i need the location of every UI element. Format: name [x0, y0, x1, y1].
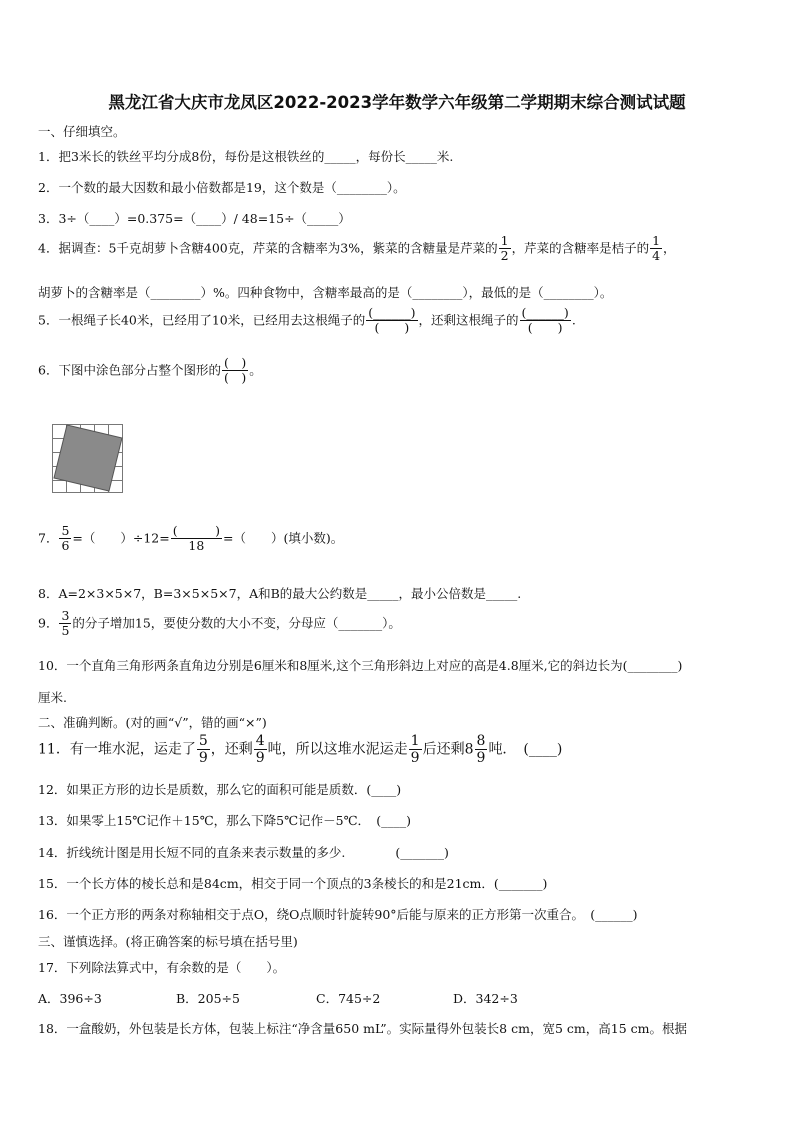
question-4-text-a: 4．据调查：5千克胡萝卜含糖400克，芹菜的含糖率为3%，紫菜的含糖量是芹菜的: [38, 240, 498, 256]
question-17: 17．下列除法算式中，有余数的是（ ）。: [38, 960, 286, 975]
question-14: 14．折线统计图是用长短不同的直条来表示数量的多少. (_______): [38, 845, 449, 860]
question-4-text-b: ，芹菜的含糖率是桔子的: [511, 240, 650, 256]
question-15: 15．一个长方体的棱长总和是84cm，相交于同一个顶点的3条棱长的和是21cm．(_______): [38, 876, 548, 891]
fraction-one-ninth: $\frac{1}{9}$: [410, 733, 420, 767]
fraction-blank-over-18: $\frac{( )}{18}$: [172, 523, 220, 554]
answer-fraction-left: $\frac{(\_\_\_\_\_\_)}{( )}$: [521, 305, 569, 336]
fraction-five-ninths: $\frac{5}{9}$: [198, 733, 208, 767]
page-title: 黑龙江省大庆市龙凤区2022-2023学年数学六年级第二学期期末综合测试试题: [108, 93, 686, 112]
option-c: C．745÷2: [316, 991, 381, 1006]
shaded-square-grid-figure: [52, 424, 124, 494]
question-3: 3．3÷（____）=0.375=（____）/ 48=15÷（_____）: [38, 211, 351, 226]
option-d: D．342÷3: [453, 991, 518, 1006]
question-16: 16．一个正方形的两条对称轴相交于点O，绕O点顺时针旋转90°后能与原来的正方形第一次重合。 (______): [38, 907, 638, 922]
fraction-one-quarter: $\frac{1}{4}$: [652, 233, 661, 264]
question-4: 4．据调查：5千克胡萝卜含糖400克，芹菜的含糖率为3%，紫菜的含糖量是芹菜的 $\frac{1}{2}$ ，芹菜的含糖率是桔子的 $\frac{1}{4}$ ，: [38, 233, 676, 264]
question-4-line-2: 胡萝卜的含糖率是（________）%。四种食物中，含糖率最高的是（________），最低的是（________）。: [38, 285, 613, 300]
question-12: 12．如果正方形的边长是质数，那么它的面积可能是质数．(____): [38, 782, 402, 797]
fraction-five-sixths: $\frac{5}{6}$: [61, 523, 70, 554]
question-10: 10．一个直角三角形两条直角边分别是6厘米和8厘米,这个三角形斜边上对应的高是4.8厘米,它的斜边长为(________): [38, 658, 683, 673]
shaded-square: [54, 425, 122, 491]
question-8: 8．A=2×3×5×7，B=3×5×5×7，A和B的最大公约数是_____，最小公倍数是_____.: [38, 586, 522, 601]
section-1-heading: 一、仔细填空。: [38, 124, 126, 139]
answer-fraction-shaded: $\frac{( )}{( )}$: [223, 355, 247, 386]
question-2: 2．一个数的最大因数和最小倍数都是19，这个数是（________）。: [38, 180, 406, 195]
fraction-one-half: $\frac{1}{2}$: [500, 233, 509, 264]
question-7: 7． $\frac{5}{6}$ =（ ）÷12= $\frac{( )}{18}$ =（ ）(填小数)。: [38, 523, 344, 554]
answer-fraction-used: $\frac{(\_\_\_\_\_\_)}{( )}$: [368, 305, 416, 336]
question-5: 5．一根绳子长40米，已经用了10米，已经用去这根绳子的 $\frac{(\_\_\_\_\_\_)}{( )}$ ，还剩这根绳子的 $\frac{(\_\_\_\_\_\_)}{( )}$ .: [38, 305, 576, 336]
option-b: B．205÷5: [176, 991, 240, 1006]
section-2-heading: 二、准确判断。(对的画“√”，错的画“×”): [38, 715, 267, 730]
question-11: 11．有一堆水泥，运走了 $\frac{5}{9}$ ，还剩 $\frac{4}{9}$ 吨，所以这堆水泥运走 $\frac{1}{9}$ 后还剩8 $\frac{8}{9}$ 吨． (____): [38, 733, 563, 767]
question-6: 6．下图中涂色部分占整个图形的 $\frac{( )}{( )}$ 。: [38, 355, 262, 386]
fraction-eight-ninths: $\frac{8}{9}$: [476, 733, 486, 767]
fraction-three-fifths: $\frac{3}{5}$: [61, 608, 70, 639]
question-10-line-2: 厘米.: [38, 690, 67, 705]
question-9: 9． $\frac{3}{5}$ 的分子增加15，要使分数的大小不变，分母应（_______）。: [38, 608, 401, 639]
option-a: A．396÷3: [38, 991, 102, 1006]
fraction-four-ninths: $\frac{4}{9}$: [255, 733, 265, 767]
section-3-heading: 三、谨慎选择。(将正确答案的标号填在括号里): [38, 934, 298, 949]
question-18: 18．一盒酸奶，外包装是长方体，包装上标注“净含量650 mL”。实际量得外包装长8 cm，宽5 cm，高15 cm。根据: [38, 1021, 687, 1036]
question-1: 1．把3米长的铁丝平均分成8份，每份是这根铁丝的_____，每份长_____米.: [38, 149, 454, 164]
question-13: 13．如果零上15℃记作＋15℃，那么下降5℃记作－5℃． (____): [38, 813, 412, 828]
